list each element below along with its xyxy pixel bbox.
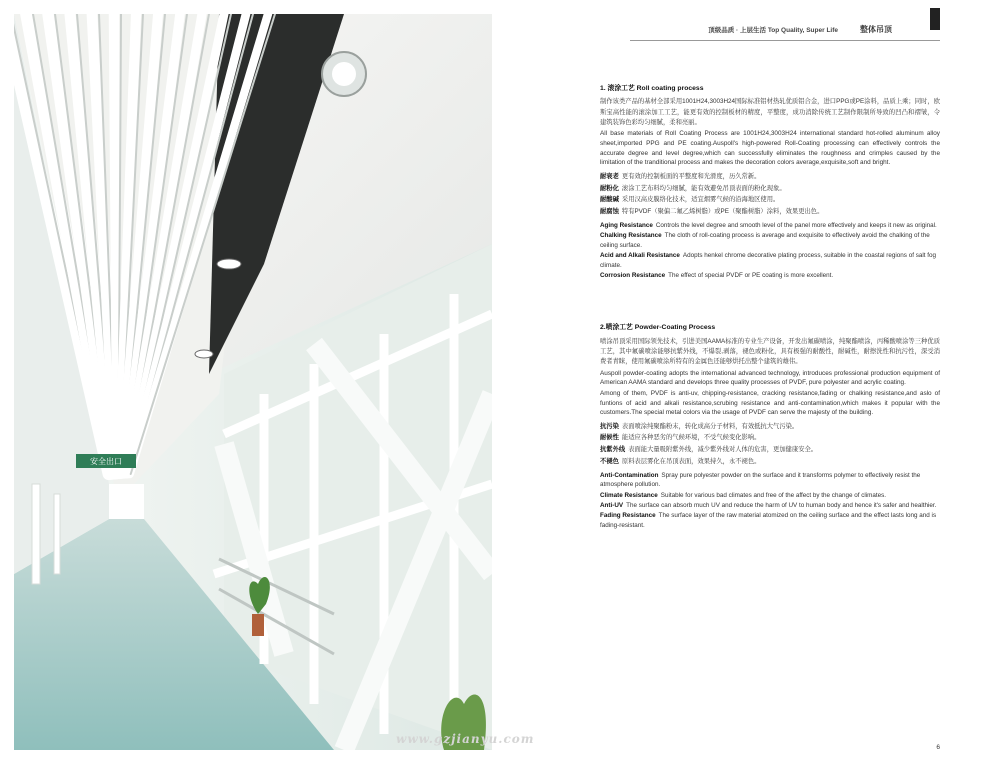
feature-text: The cloth of roll-coating process is average and exquisite to effectively avoid the chalking of the ceiling surface. <box>600 232 930 249</box>
corridor-illustration <box>14 14 492 750</box>
header-tagline: 顶级品质 · 上层生活 Top Quality, Super Life <box>708 27 838 34</box>
feature-term: 耐粉化 <box>600 184 619 192</box>
feature-text: The surface layer of the raw material atomized on the ceiling surface and the effect lasts long and is fading-resistant. <box>600 512 937 529</box>
feature-row <box>600 221 940 230</box>
watermark: www.gzjianyu.com <box>396 732 535 746</box>
header-rule <box>630 40 940 41</box>
roll-coating-zh: 制作该类产品的基材全部采用1001H24,3003H24国际标准铝材热轧优质铝合金，进口PPG或PE涂料，品质上乘；同时，欧斯宝高性能的滚涂加工工艺，能更有效的控制板材的精度，平整度，成功消除传统工艺制作限制所导致的凹凸和褶皱，令建筑装饰色彩均匀细腻，柔和亮丽。 <box>600 98 940 126</box>
feature-row <box>600 511 940 530</box>
feature-text: The effect of special PVDF or PE coating is more excellent. <box>668 271 834 279</box>
roll-coating-en: All base materials of Roll Coating Process are 1001H24,3003H24 international standard hot-rolled aluminum alloy sheet,imported PPG and PE coating.Auspoll's high-powered Roll-Coating processing can effectively controls the accurate degree and level degree,which can successfully eliminates the roughness and crimples caused by the limitation of the tranditional process and makes the decoration colors average,exquisite,soft and bright. <box>600 130 940 167</box>
feature-term: 耐衰老 <box>600 172 619 180</box>
feature-text: 滚涂工艺布料均匀细腻，能有效避免吊顶表面的粉化现象。 <box>621 184 786 192</box>
feature-row <box>600 445 940 455</box>
feature-text: Spray pure polyester powder on the surface and it transforms polymer to effectively resist the atmosphere pollution. <box>600 471 921 489</box>
feature-term: Fading Resistance <box>600 512 656 520</box>
feature-text: 特有PVDF（聚偏二氟乙烯树脂）或PE（聚酯树脂）涂料，效果更出色。 <box>621 208 824 215</box>
page-content <box>600 84 940 531</box>
powder-coating-en-2: Among of them, PVDF is anti-uv, chipping-resistance, cracking resistance,fading or chalking resistance,and aslo of funtions of acid and alkali resistance,scrubing resistance and anti-contamination,which makes it popular with the customers.The special metal colors via the usage of PVDF can serve the majesty of the building. <box>600 389 940 417</box>
powder-coating-en-1: Auspoll powder-coating adopts the international advanced technology, introduces professional production equipment of American AAMA standard and develops three quality processes of PVDF, pure polyester and acrylic coating. <box>600 369 940 387</box>
feature-row <box>600 433 940 443</box>
feature-row <box>600 251 940 270</box>
roll-en-features <box>600 221 940 281</box>
feature-row <box>600 231 940 250</box>
feature-text: 能适应各种恶劣的气候环境，不受气候变化影响。 <box>621 434 761 442</box>
feature-row <box>600 207 940 217</box>
feature-text: 原料表层雾化在吊顶表面，效果持久，永不褪色。 <box>621 457 761 465</box>
feature-row <box>600 501 940 510</box>
feature-term: 抗污染 <box>600 422 619 430</box>
feature-row <box>600 184 940 194</box>
feature-term: 耐腐蚀 <box>600 208 619 215</box>
feature-text: 更有效的控制板面的平整度和光滑度，历久常新。 <box>621 172 761 180</box>
powder-zh-features <box>600 422 940 467</box>
feature-text: Adopts henkel chrome decorative plating process, suitable in the coastal regions of salt fog climate. <box>600 252 936 269</box>
feature-term: Acid and Alkali Resistance <box>600 252 680 260</box>
feature-term: 抗紫外线 <box>600 446 626 454</box>
feature-text: Controls the level degree and smooth level of the panel more effectively and keeps it new as original. <box>655 221 937 229</box>
feature-term: Anti-Contamination <box>600 471 659 479</box>
powder-coating-zh: 喷涂吊顶采用国际领先技术，引进美国AAMA标准的专业生产设备，开发出氟碳喷涂，纯聚酯喷涂，丙稀酸喷涂等三种优质工艺，其中氟碳喷涂能够抗紫外线，不爆裂,剥落，褪色或粉化，具有极强的耐酸性，耐碱性，耐擦洗性和抗污性，深受消费者青睐，使用氟碳喷涂所特有的金属色还能够烘托出整个建筑的雄伟。 <box>600 337 940 366</box>
exit-sign-text: 安全出口 <box>90 457 122 466</box>
page-number: 6 <box>936 744 940 751</box>
corridor-ceiling-photo <box>14 14 492 750</box>
feature-text: 采用汉高皮膜络化技术，适宜烟雾气候的沿海地区使用。 <box>621 196 780 204</box>
feature-term: 不褪色 <box>600 457 619 465</box>
roll-zh-features <box>600 172 940 217</box>
feature-text: Suitable for various bad climates and free of the affect by the change of climates. <box>660 491 887 499</box>
feature-row <box>600 271 940 280</box>
feature-row <box>600 172 940 182</box>
header-bar <box>930 8 940 30</box>
feature-term: 耐候性 <box>600 434 619 442</box>
roll-coating-title: 1. 滚涂工艺 Roll coating process <box>600 85 704 92</box>
feature-term: 耐酸碱 <box>600 196 619 204</box>
header-section-title: 整体吊顶 <box>860 25 892 34</box>
feature-row <box>600 422 940 432</box>
feature-row <box>600 195 940 205</box>
feature-term: Aging Resistance <box>600 221 653 229</box>
feature-row <box>600 471 940 490</box>
feature-row <box>600 491 940 500</box>
powder-coating-title: 2.喷涂工艺 Powder-Coating Process <box>600 324 716 332</box>
feature-term: Anti-UV <box>600 502 624 510</box>
product-page <box>560 14 940 754</box>
feature-row <box>600 457 940 467</box>
feature-term: Chalking Resistance <box>600 232 662 240</box>
feature-text: 表面能大量吸附紫外线，减少紫外线对人体的危害，更加健康安全。 <box>628 446 818 454</box>
feature-text: The surface can absorb much UV and reduce the harm of UV to human body and hence it's safer and healthier. <box>626 502 937 510</box>
feature-term: Climate Resistance <box>600 491 658 499</box>
powder-en-features <box>600 471 940 531</box>
page-header <box>600 22 940 44</box>
feature-term: Corrosion Resistance <box>600 271 666 279</box>
feature-text: 表面喷涂纯聚酯粉末，转化成高分子材料，有效抵抗大气污染。 <box>621 422 799 430</box>
